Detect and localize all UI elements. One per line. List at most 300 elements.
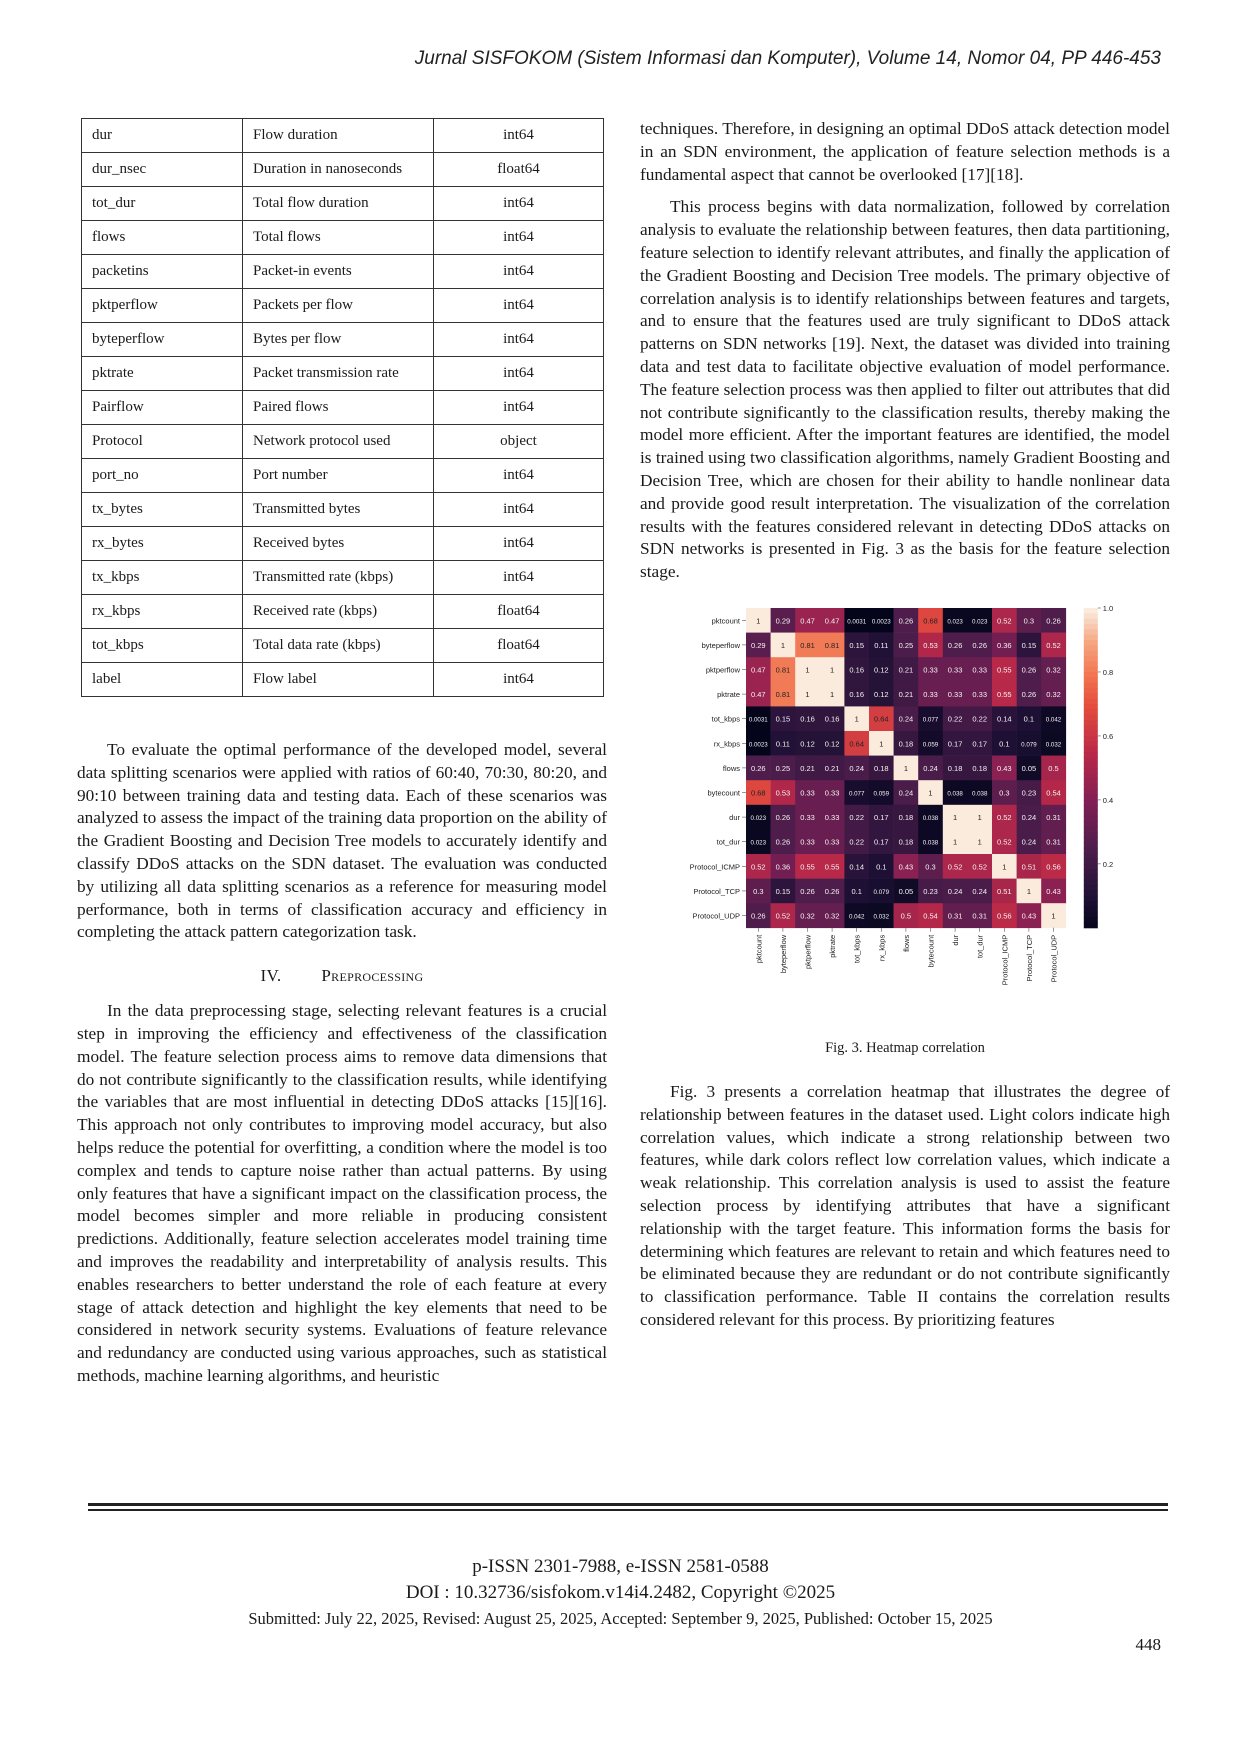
colorbar-segment [1084,651,1098,657]
table-cell: Total data rate (kbps) [243,629,434,663]
table-cell: int64 [434,119,604,153]
heatmap-value-label: 0.26 [750,763,766,773]
heatmap-value-label: 0.25 [775,763,791,773]
heatmap-value-label: 0.038 [947,790,963,798]
heatmap-value-label: 0.26 [824,886,840,896]
colorbar-tick-label: 0.8 [1102,667,1114,677]
table-cell: Total flow duration [243,187,434,221]
table-row [82,459,604,493]
heatmap-value-label: 0.32 [800,911,815,921]
colorbar-segment [1084,693,1098,699]
colorbar-segment [1084,619,1098,625]
heatmap-value-label: 0.43 [1021,911,1037,921]
heatmap-value-label: 1 [780,640,785,650]
heatmap-value-label: 0.16 [824,714,840,724]
table-cell: Network protocol used [243,425,434,459]
heatmap-col-label: pktrate [828,934,838,958]
table-cell: Pairflow [82,391,243,425]
table-cell: Duration in nanoseconds [243,153,434,187]
heatmap-value-label: 1 [830,665,835,675]
heatmap-value-label: 0.55 [824,862,840,872]
colorbar-segment [1084,635,1098,641]
table-cell: float64 [434,153,604,187]
table-cell: Received rate (kbps) [243,595,434,629]
heatmap-value-label: 1 [805,665,810,675]
table-cell: tx_bytes [82,493,243,527]
heatmap-value-label: 0.26 [972,640,988,650]
heatmap-value-label: 1 [953,837,958,847]
table-row [82,663,604,697]
heatmap-value-label: 0.17 [972,739,988,749]
table-cell: Flow duration [243,119,434,153]
heatmap-value-label: 0.18 [947,763,963,773]
heatmap-value-label: 0.032 [873,913,890,921]
table-row [82,629,604,663]
heatmap-value-label: 0.21 [898,665,914,675]
colorbar-segment [1084,789,1098,795]
heatmap-value-label: 0.032 [1045,741,1062,749]
heatmap-col-label: bytecount [926,934,936,968]
heatmap-value-label: 0.51 [996,886,1012,896]
heatmap-value-label: 0.33 [800,788,815,798]
colorbar-segment [1084,608,1098,614]
heatmap-figure [650,600,1170,1040]
heatmap-value-label: 0.24 [1021,813,1037,823]
table-cell: int64 [434,221,604,255]
heatmap-value-label: 0.33 [824,837,840,847]
colorbar-segment [1084,917,1098,923]
heatmap-value-label: 0.3 [925,862,936,872]
heatmap-value-label: 0.23 [1021,788,1037,798]
heatmap-value-label: 0.36 [996,640,1012,650]
table-row [82,493,604,527]
colorbar-segment [1084,837,1098,843]
heatmap-value-label: 0.22 [849,813,865,823]
heatmap-value-label: 0.18 [898,739,914,749]
paragraph-process: This process begins with data normalization, followed by correlation analysis to evaluate the relationship between features, then data partitioning, feature selection to identify relevant attributes, and finally the application of the Gradient Boosting and Decision Tree models. The primary objective of correlation analysis is to identify relationships between features and targets, and to ensure that the features used are truly significant to DDoS attack patterns on SDN networks [19]. Next, the dataset was divided into training data and test data to facilitate objective evaluation of model performance. The feature selection process was then applied to filter out attributes that did not contribute significantly to the classification results, thereby making the model more efficient. After the important features are identified, the model is trained using two classification algorithms, namely Gradient Boosting and Decision Tree, which are chosen for their ability to handle nonlinear data and provide good result interpretation. The visualization of the correlation results with the features considered relevant in detecting DDoS attacks on SDN networks is presented in Fig. 3 as the basis for the feature selection stage. [640,197,1170,582]
paragraph-splitting: To evaluate the optimal performance of the developed model, several data splitting scenarios were applied with ratios of 60:40, 70:30, 80:20, and 90:10 between training data and testing data. Each of these scenarios was analyzed to assess the impact of the training data proportion on the ability of the Gradient Boosting and Decision Tree models to accurately identify and classify DDoS attacks on the SDN dataset. The evaluation was conducted by utilizing all data splitting scenarios as a reference for measuring model performance, both in terms of classification accuracy and efficiency in completing the attack pattern categorization task. [77,740,607,942]
right-column [640,118,1170,1332]
heatmap-value-label: 0.31 [947,911,963,921]
heatmap-col-label: tot_kbps [852,934,862,964]
heatmap-value-label: 0.059 [922,741,939,749]
heatmap-value-label: 0.47 [750,665,766,675]
heatmap-value-label: 0.24 [898,788,914,798]
heatmap-value-label: 0.43 [898,862,914,872]
table-cell: Transmitted rate (kbps) [243,561,434,595]
heatmap-value-label: 0.56 [1046,862,1061,872]
colorbar-tick-label: 0.4 [1102,795,1114,805]
heatmap-col-label: tot_dur [975,934,985,959]
colorbar-segment [1084,922,1098,928]
table-cell: port_no [82,459,243,493]
table-cell: rx_kbps [82,595,243,629]
heatmap-row-label: rx_kbps [713,739,740,749]
table-cell: tot_dur [82,187,243,221]
heatmap-value-label: 0.52 [775,911,791,921]
heatmap-row-label: dur [729,813,740,823]
colorbar-segment [1084,794,1098,800]
heatmap-value-label: 0.29 [750,640,766,650]
heatmap-value-label: 0.52 [996,616,1012,626]
heatmap-value-label: 0.023 [971,618,988,626]
heatmap-value-label: 0.5 [1048,763,1059,773]
heatmap-value-label: 0.56 [996,911,1012,921]
heatmap-value-label: 0.47 [824,616,840,626]
colorbar-segment [1084,896,1098,902]
heatmap-value-label: 0.32 [1046,665,1061,675]
heatmap-value-label: 0.24 [923,763,938,773]
heatmap-value-label: 1 [1002,862,1007,872]
colorbar-segment [1084,720,1098,726]
heatmap-value-label: 0.023 [750,815,767,823]
heatmap-col-label: pktcount [754,934,764,964]
table-row [82,221,604,255]
heatmap-value-label: 0.3 [1023,616,1035,626]
heatmap-value-label: 0.05 [898,886,914,896]
heatmap-row-label: tot_dur [716,837,740,847]
colorbar-segment [1084,842,1098,848]
section-number: IV. [260,966,282,986]
colorbar-segment [1084,752,1098,758]
heatmap-value-label: 1 [756,616,761,626]
heatmap-value-label: 0.33 [947,690,963,700]
colorbar-segment [1084,640,1098,646]
heatmap-value-label: 0.042 [1045,716,1062,724]
heatmap-value-label: 0.43 [1046,886,1061,896]
heatmap-value-label: 1 [977,813,982,823]
colorbar-segment [1084,725,1098,731]
heatmap-value-label: 0.14 [849,862,865,872]
colorbar-segment [1084,810,1098,816]
table-cell: int64 [434,255,604,289]
table-row [82,153,604,187]
heatmap-value-label: 0.33 [947,665,963,675]
heatmap-value-label: 1 [830,690,835,700]
heatmap-value-label: 1 [928,788,933,798]
heatmap-value-label: 0.17 [873,813,889,823]
heatmap-value-label: 0.55 [996,690,1012,700]
heatmap-value-label: 0.22 [972,714,988,724]
table-row [82,561,604,595]
heatmap-value-label: 0.042 [848,913,865,921]
table-cell: tx_kbps [82,561,243,595]
heatmap-value-label: 0.079 [1021,741,1037,749]
footer-rule [88,1503,1168,1506]
heatmap-value-label: 0.52 [972,862,988,872]
heatmap-value-label: 0.038 [922,839,939,847]
heatmap-value-label: 0.24 [972,886,988,896]
heatmap-value-label: 0.81 [775,665,791,675]
heatmap-value-label: 0.53 [775,788,791,798]
heatmap-value-label: 0.21 [824,763,840,773]
heatmap-value-label: 0.26 [750,911,766,921]
colorbar-segment [1084,885,1098,891]
table-cell: tot_kbps [82,629,243,663]
footer-issn: p-ISSN 2301-7988, e-ISSN 2581-0588 [472,1556,769,1577]
heatmap-col-label: Protocol_ICMP [1000,934,1010,986]
table-cell: int64 [434,493,604,527]
table-cell: Total flows [243,221,434,255]
heatmap-col-label: dur [951,934,961,946]
table-row [82,391,604,425]
section-heading [77,966,607,986]
heatmap-value-label: 0.23 [923,886,938,896]
heatmap-value-label: 0.64 [849,739,865,749]
heatmap-value-label: 0.3 [999,788,1010,798]
heatmap-row-label: flows [722,763,740,773]
table-cell: Received bytes [243,527,434,561]
colorbar-segment [1084,869,1098,875]
heatmap-value-label: 0.68 [750,788,766,798]
table-cell: flows [82,221,243,255]
table-cell: byteperflow [82,323,243,357]
colorbar-segment [1084,709,1098,715]
heatmap-value-label: 0.52 [1046,640,1061,650]
heatmap-value-label: 0.55 [996,665,1012,675]
heatmap-value-label: 1 [1026,886,1031,896]
heatmap-value-label: 0.52 [750,862,766,872]
heatmap-value-label: 0.11 [874,640,889,650]
colorbar-segment [1084,858,1098,864]
heatmap-value-label: 0.0023 [748,741,768,749]
heatmap-value-label: 0.0023 [871,618,891,626]
colorbar-segment [1084,704,1098,710]
heatmap-value-label: 0.55 [800,862,815,872]
colorbar-segment [1084,874,1098,880]
page-number: 448 [1135,1635,1161,1654]
heatmap-value-label: 0.81 [775,690,791,700]
table-row [82,119,604,153]
heatmap-value-label: 0.077 [922,716,939,724]
heatmap-row-label: byteperflow [701,640,740,650]
table-cell: int64 [434,663,604,697]
heatmap-value-label: 0.31 [972,911,988,921]
heatmap-value-label: 0.12 [873,690,889,700]
colorbar-tick-label: 1.0 [1102,603,1114,613]
heatmap-value-label: 0.22 [849,837,865,847]
table-cell: int64 [434,289,604,323]
table-cell: Packet transmission rate [243,357,434,391]
heatmap-value-label: 0.31 [1046,837,1061,847]
heatmap-value-label: 0.16 [800,714,815,724]
table-cell: int64 [434,459,604,493]
heatmap-row-label: bytecount [707,788,740,798]
heatmap-value-label: 0.52 [996,837,1012,847]
heatmap-col-label: pktperflow [803,934,813,969]
colorbar-segment [1084,688,1098,694]
heatmap-value-label: 0.1 [1023,714,1035,724]
heatmap-value-label: 0.079 [873,888,890,896]
heatmap-value-label: 0.17 [947,739,963,749]
colorbar-segment [1084,757,1098,763]
heatmap-value-label: 1 [953,813,958,823]
heatmap-value-label: 0.26 [947,640,963,650]
heatmap-value-label: 0.33 [800,813,815,823]
heatmap-value-label: 0.33 [923,665,938,675]
heatmap-value-label: 0.18 [972,763,988,773]
colorbar-segment [1084,880,1098,886]
heatmap-value-label: 0.17 [873,837,889,847]
colorbar-segment [1084,890,1098,896]
table-cell: int64 [434,527,604,561]
table-cell: Packets per flow [243,289,434,323]
heatmap-value-label: 0.1 [876,862,887,872]
table-cell: Port number [243,459,434,493]
heatmap-value-label: 0.12 [800,739,815,749]
heatmap-value-label: 0.18 [898,837,914,847]
table-cell: label [82,663,243,697]
heatmap-value-label: 0.18 [873,763,889,773]
footer-dates: Submitted: July 22, 2025, Revised: August 25, 2025, Accepted: September 9, 2025, Published: October 15, 2025 [248,1609,993,1628]
heatmap-value-label: 0.023 [947,618,963,626]
colorbar-segment [1084,778,1098,784]
heatmap-chart [650,600,1170,1040]
heatmap-value-label: 0.32 [1046,690,1061,700]
heatmap-value-label: 0.53 [923,640,938,650]
table-cell: int64 [434,357,604,391]
heatmap-value-label: 0.52 [996,813,1012,823]
colorbar-segment [1084,800,1098,806]
colorbar-segment [1084,768,1098,774]
heatmap-row-label: Protocol_TCP [693,886,740,896]
colorbar-segment [1084,715,1098,721]
colorbar-segment [1084,624,1098,630]
heatmap-value-label: 0.24 [947,886,963,896]
colorbar-segment [1084,848,1098,854]
heatmap-value-label: 0.0031 [847,618,867,626]
heatmap-value-label: 0.12 [824,739,840,749]
colorbar-segment [1084,912,1098,918]
heatmap-value-label: 0.33 [824,788,840,798]
heatmap-value-label: 0.31 [1046,813,1061,823]
colorbar-segment [1084,656,1098,662]
colorbar-segment [1084,763,1098,769]
table-cell: Packet-in events [243,255,434,289]
colorbar-segment [1084,901,1098,907]
heatmap-value-label: 1 [879,739,884,749]
heatmap-value-label: 0.26 [898,616,914,626]
colorbar-segment [1084,683,1098,689]
left-column [77,118,607,1388]
table-cell: int64 [434,561,604,595]
heatmap-value-label: 0.33 [923,690,938,700]
heatmap-value-label: 0.33 [800,837,815,847]
colorbar-segment [1084,747,1098,753]
table-cell: rx_bytes [82,527,243,561]
heatmap-value-label: 0.5 [900,911,912,921]
heatmap-value-label: 0.023 [750,839,767,847]
table-cell: Flow label [243,663,434,697]
heatmap-value-label: 0.32 [824,911,840,921]
table-cell: pktperflow [82,289,243,323]
heatmap-row-label: tot_kbps [711,714,740,724]
heatmap-value-label: 0.077 [848,790,865,798]
heatmap-value-label: 0.54 [1046,788,1061,798]
heatmap-value-label: 0.47 [800,616,815,626]
heatmap-value-label: 0.25 [898,640,914,650]
heatmap-value-label: 0.33 [972,690,988,700]
table-cell: Transmitted bytes [243,493,434,527]
heatmap-value-label: 1 [977,837,982,847]
colorbar-segment [1084,741,1098,747]
heatmap-value-label: 0.038 [922,815,939,823]
colorbar-segment [1084,864,1098,870]
heatmap-value-label: 0.51 [1021,862,1037,872]
figure-caption: Fig. 3. Heatmap correlation [825,1039,985,1056]
table-cell: dur [82,119,243,153]
colorbar-segment [1084,731,1098,737]
colorbar-segment [1084,784,1098,790]
journal-header: Jurnal SISFOKOM (Sistem Informasi dan Komputer), Volume 14, Nomor 04, PP 446-453 [414,48,1161,69]
heatmap-value-label: 0.21 [800,763,815,773]
heatmap-value-label: 0.15 [1021,640,1037,650]
heatmap-value-label: 0.16 [849,665,865,675]
heatmap-value-label: 0.81 [824,640,840,650]
heatmap-col-label: Protocol_UDP [1049,934,1059,983]
colorbar-segment [1084,672,1098,678]
variables-table [81,118,604,697]
colorbar-segment [1084,645,1098,651]
colorbar-segment [1084,736,1098,742]
heatmap-value-label: 0.21 [898,690,914,700]
paragraph-continued: techniques. Therefore, in designing an optimal DDoS attack detection model in an SDN environment, the application of feature selection methods is a fundamental aspect that cannot be overlooked [17][18]. [640,119,1170,184]
heatmap-value-label: 0.18 [898,813,914,823]
heatmap-value-label: 0.15 [775,714,791,724]
table-row [82,357,604,391]
footer-rule-thin [88,1509,1168,1511]
colorbar-segment [1084,826,1098,832]
table-cell: int64 [434,187,604,221]
heatmap-value-label: 0.24 [898,714,914,724]
heatmap-value-label: 0.43 [996,763,1012,773]
heatmap-row-label: pktrate [717,690,740,700]
heatmap-value-label: 0.12 [873,665,889,675]
heatmap-row-label: pktcount [711,616,740,626]
colorbar-segment [1084,832,1098,838]
paragraph-heatmap: Fig. 3 presents a correlation heatmap that illustrates the degree of relationship between features in the dataset used. Light colors indicate high correlation values, which indicate a strong relationship between two features, while dark colors reflect low correlation values, which indicate a weak relationship. This correlation analysis is used to assist the feature selection process by identifying attributes that have a significant relationship with the target feature. This information forms the basis for determining which features are relevant to retain and which features need to be eliminated because they are redundant or do not contribute significantly to classification performance. Table II contains the correlation results considered relevant for this process. By prioritizing features [640,1081,1170,1329]
heatmap-value-label: 0.26 [1021,665,1037,675]
heatmap-value-label: 0.47 [750,690,766,700]
heatmap-col-label: Protocol_TCP [1024,934,1034,982]
paragraph-preprocessing: In the data preprocessing stage, selecting relevant features is a crucial step in improving the efficiency and effectiveness of the classification model. The feature selection process aims to remove data dimensions that do not contribute significantly to the classification results, while identifying the variables that are most influential in detecting DDoS attacks [15][16]. This approach not only contributes to improving model accuracy, but also helps reduce the potential for overfitting, a condition where the model is too complex and tends to capture noise rather than actual patterns. By using only features that have a significant impact on the classification process, the model becomes simpler and more reliable in producing consistent predictions. Additionally, feature selection accelerates model training time and improves the readability and interpretability of analysis results. This enables researchers to better understand the role of each feature at every stage of attack detection and highlight the key elements that need to be considered in network security systems. Evaluations of feature relevance and redundancy are conducted using various approaches, such as statistical methods, machine learning algorithms, and heuristic [77,1001,607,1385]
colorbar-segment [1084,906,1098,912]
table-cell: pktrate [82,357,243,391]
colorbar-segment [1084,661,1098,667]
table-cell: dur_nsec [82,153,243,187]
table-cell: int64 [434,391,604,425]
table-cell: Paired flows [243,391,434,425]
table-cell: Protocol [82,425,243,459]
heatmap-value-label: 0.059 [873,790,890,798]
colorbar-tick-label: 0.6 [1102,731,1114,741]
heatmap-value-label: 0.22 [947,714,963,724]
table-cell: Bytes per flow [243,323,434,357]
heatmap-value-label: 0.29 [775,616,791,626]
heatmap-value-label: 0.33 [824,813,840,823]
heatmap-col-label: rx_kbps [877,934,887,962]
heatmap-value-label: 0.33 [972,665,988,675]
colorbar-segment [1084,773,1098,779]
colorbar-segment [1084,853,1098,859]
heatmap-col-label: flows [901,934,911,952]
heatmap-value-label: 0.11 [775,739,790,749]
heatmap-value-label: 0.24 [849,763,865,773]
colorbar-segment [1084,629,1098,635]
heatmap-value-label: 0.16 [849,690,865,700]
heatmap-value-label: 0.15 [849,640,865,650]
heatmap-value-label: 0.24 [1021,837,1037,847]
